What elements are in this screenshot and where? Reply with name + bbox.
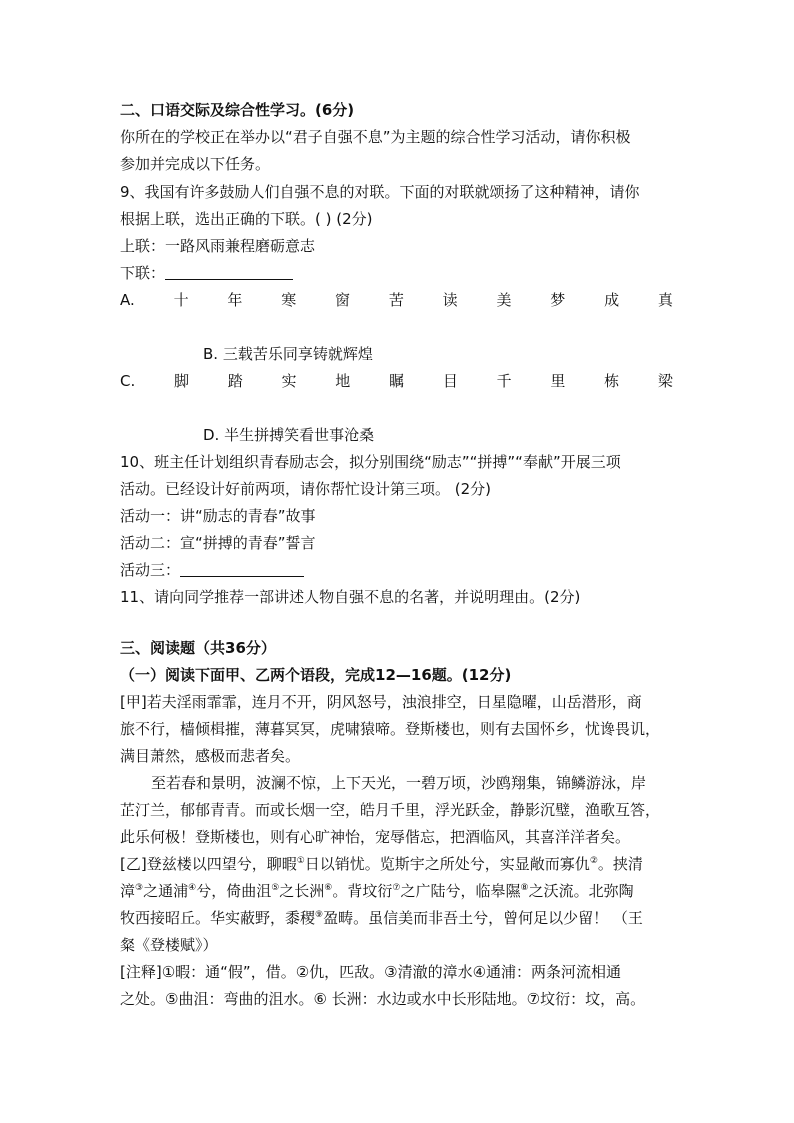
option-c-char: 栋 [604, 372, 620, 390]
passage-yi-text: 之沃流。北弥陶 [528, 882, 634, 900]
passage-yi-text: 日以销忧。览斯宇之所处兮，实显敞而寡仇 [304, 855, 590, 873]
activity-2: 活动二：宣“拼搏的青春”誓言 [120, 534, 316, 552]
option-b: B. 三载苦乐同享铸就辉煌 [203, 345, 373, 363]
note-marker: ① [296, 856, 305, 866]
question-9-line-1: 9、我国有许多鼓励人们自强不息的对联。下面的对联就颂扬了这种精神，请你 [120, 183, 640, 201]
passage-yi-text: 之广陆兮，临皋隰 [400, 882, 521, 900]
option-a-char: 寒 [281, 291, 297, 309]
option-a-char: 梦 [550, 291, 566, 309]
option-a-char: 真 [657, 291, 673, 309]
passage-yi-text: 牧西接昭丘。华实蔽野，黍稷 [120, 909, 316, 927]
note-marker: ③ [135, 883, 144, 893]
passage-yi-text: 盈畴。虽信美而非吾土兮，曾何足以少留！ （王 [323, 909, 643, 927]
lower-couplet-label: 下联： [120, 264, 166, 282]
passage-jia-line-3: 满目萧然，感极而悲者矣。 [120, 747, 301, 765]
passage-yi-line-2 [120, 881, 676, 901]
option-a-char: 年 [227, 291, 243, 309]
passage-yi-text: 。挟清 [597, 855, 643, 873]
option-c-char: 瞩 [389, 372, 405, 390]
passage-jia-line-4: 至若春和景明，波澜不惊，上下天光，一碧万顷，沙鸥翔集，锦鳞游泳，岸 [151, 774, 647, 792]
option-c-label: C. [120, 372, 136, 390]
note-marker: ⑥ [324, 883, 333, 893]
activity-3 [120, 560, 676, 580]
option-c-char: 里 [550, 372, 566, 390]
passage-yi-line-4: 粲《登楼赋》） [120, 936, 218, 954]
option-a-char: 十 [173, 291, 189, 309]
option-c-char: 踏 [227, 372, 243, 390]
section-2-intro-line-1: 你所在的学校正在举办以“君子自强不息”为主题的综合性学习活动，请你积极 [120, 128, 631, 146]
note-marker: ④ [188, 883, 197, 893]
section-3-sub-heading: （一）阅读下面甲、乙两个语段，完成12—16题。(12分) [120, 666, 512, 684]
passage-jia-line-6: 此乐何极！登斯楼也，则有心旷神怡，宠辱偕忘，把酒临风，其喜洋洋者矣。 [120, 828, 631, 846]
option-c-char: 目 [442, 372, 458, 390]
option-a-char: 窗 [335, 291, 351, 309]
option-c-char: 脚 [174, 372, 190, 390]
passage-jia-line-2: 旅不行，樯倾楫摧，薄暮冥冥，虎啸猿啼。登斯楼也，则有去国怀乡，忧谗畏讥， [120, 720, 661, 738]
option-a-char: 美 [496, 291, 512, 309]
passage-jia-line-1: [甲]若夫淫雨霏霏，连月不开，阴风怒号，浊浪排空，日星隐曜，山岳潜形，商 [120, 693, 642, 711]
passage-yi-text: 漳 [120, 882, 136, 900]
activity-3-answer-blank[interactable] [180, 562, 304, 577]
note-marker: ⑨ [315, 910, 324, 920]
passage-yi-line-1 [120, 854, 676, 874]
activity-1: 活动一：讲“励志的青春”故事 [120, 507, 316, 525]
option-c-char: 梁 [657, 372, 673, 390]
passage-yi-text: 之通浦 [143, 882, 189, 900]
section-3-heading: 三、阅读题（共36分） [120, 639, 276, 657]
passage-yi-text: 之长洲 [279, 882, 325, 900]
option-a [120, 290, 673, 310]
note-marker: ⑧ [520, 883, 529, 893]
activity-3-label: 活动三： [120, 561, 181, 579]
section-2-heading: 二、口语交际及综合性学习。(6分) [120, 101, 355, 119]
section-2-intro-line-2: 参加并完成以下任务。 [120, 155, 271, 173]
option-a-char: 读 [442, 291, 458, 309]
passage-yi-text: 。背坟衍 [332, 882, 393, 900]
passage-yi-line-3 [120, 908, 676, 928]
annotation-line-2: 之处。⑤曲沮：弯曲的沮水。⑥ 长洲：水边或水中长形陆地。⑦坟衍：坟，高。 [120, 990, 646, 1008]
question-10-line-2: 活动。已经设计好前两项，请你帮忙设计第三项。 (2分) [120, 480, 492, 498]
option-c-char: 实 [281, 372, 297, 390]
question-9-line-2: 根据上联，选出正确的下联。( ) (2分) [120, 210, 373, 228]
note-marker: ② [589, 856, 598, 866]
option-a-char: 成 [604, 291, 620, 309]
note-marker: ⑦ [392, 883, 401, 893]
passage-yi-text: 兮，倚曲沮 [196, 882, 272, 900]
passage-jia-line-5: 芷汀兰，郁郁青青。而或长烟一空，皓月千里，浮光跃金，静影沉璧，渔歌互答， [120, 801, 661, 819]
lower-couplet [120, 263, 676, 283]
option-c [120, 371, 673, 391]
lower-couplet-answer-blank[interactable] [165, 265, 293, 280]
option-c-char: 地 [335, 372, 351, 390]
upper-couplet: 上联：一路风雨兼程磨砺意志 [120, 237, 316, 255]
option-a-label: A. [120, 291, 135, 309]
annotation-line-1: [注释]①暇：通“假”，借。②仇，匹敌。③清澈的漳水④通浦：两条河流相通 [120, 963, 622, 981]
question-10-line-1: 10、班主任计划组织青春励志会，拟分别围绕“励志”“拼搏”“奉献”开展三项 [120, 453, 621, 471]
question-11: 11、请向同学推荐一部讲述人物自强不息的名著，并说明理由。(2分) [120, 588, 581, 606]
option-a-char: 苦 [388, 291, 404, 309]
option-c-char: 千 [496, 372, 512, 390]
option-d: D. 半生拼搏笑看世事沧桑 [203, 426, 375, 444]
passage-yi-text: [乙]登兹楼以四望兮，聊暇 [120, 855, 297, 873]
note-marker: ⑤ [271, 883, 280, 893]
